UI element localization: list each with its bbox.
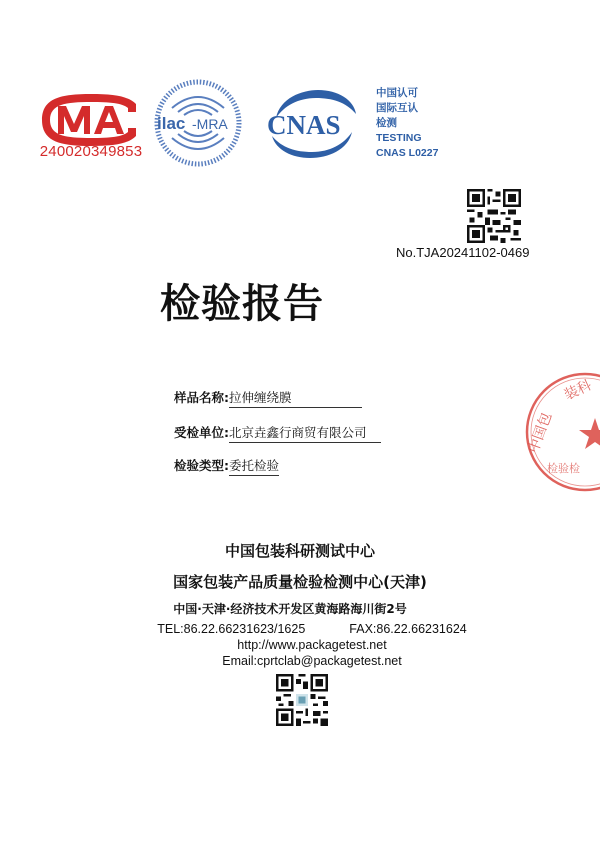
field-value: 拉伸缠绕膜	[229, 388, 362, 408]
cnas-accreditation-text	[376, 86, 438, 161]
cnas-logo-icon	[266, 88, 362, 160]
field-inspection-type	[174, 456, 279, 476]
qr-code-icon	[467, 189, 521, 243]
svg-text:-MRA: -MRA	[192, 116, 228, 132]
cnas-line: 检测	[376, 117, 397, 129]
field-label: 受检单位:	[174, 425, 229, 440]
svg-text:ilac: ilac	[157, 114, 186, 133]
field-label: 检验类型:	[174, 458, 229, 473]
website-link[interactable]: http://www.packagetest.net	[237, 638, 387, 652]
field-value: 北京垚鑫行商贸有限公司	[229, 423, 381, 443]
cnas-line: 国际互认	[376, 102, 418, 114]
ilac-mra-logo-icon	[154, 78, 242, 168]
cnas-line: 中国认可	[376, 87, 418, 99]
svg-text:装科: 装科	[561, 377, 595, 404]
cnas-line: TESTING	[376, 132, 422, 144]
report-number: No.TJA20241102-0469	[396, 245, 530, 260]
qr-code-icon	[276, 674, 328, 726]
contact-tel-fax	[12, 622, 600, 636]
svg-text:CNAS: CNAS	[267, 110, 341, 140]
svg-text:检验检: 检验检	[547, 462, 580, 475]
cma-number: 240020349853	[39, 143, 143, 160]
address: 中国·天津·经济技术开发区黄海路海川街2号	[173, 602, 407, 616]
field-sample-name	[174, 388, 362, 408]
organization-name: 中国包装科研测试中心	[224, 542, 375, 560]
field-value: 委托检验	[229, 456, 279, 476]
telephone: TEL:86.22.66231623/1625	[157, 622, 306, 636]
official-seal-icon	[515, 362, 600, 502]
center-name: 国家包装产品质量检验检测中心(天津)	[173, 573, 427, 591]
svg-text:中国包: 中国包	[525, 410, 556, 456]
field-inspected-unit	[174, 423, 381, 443]
field-label: 样品名称:	[174, 390, 229, 405]
fax: FAX:86.22.66231624	[349, 622, 467, 636]
email-link[interactable]: Email:cprtclab@packagetest.net	[222, 654, 402, 668]
cnas-line: CNAS L0227	[376, 147, 439, 159]
page-title: 检验报告	[160, 281, 324, 327]
